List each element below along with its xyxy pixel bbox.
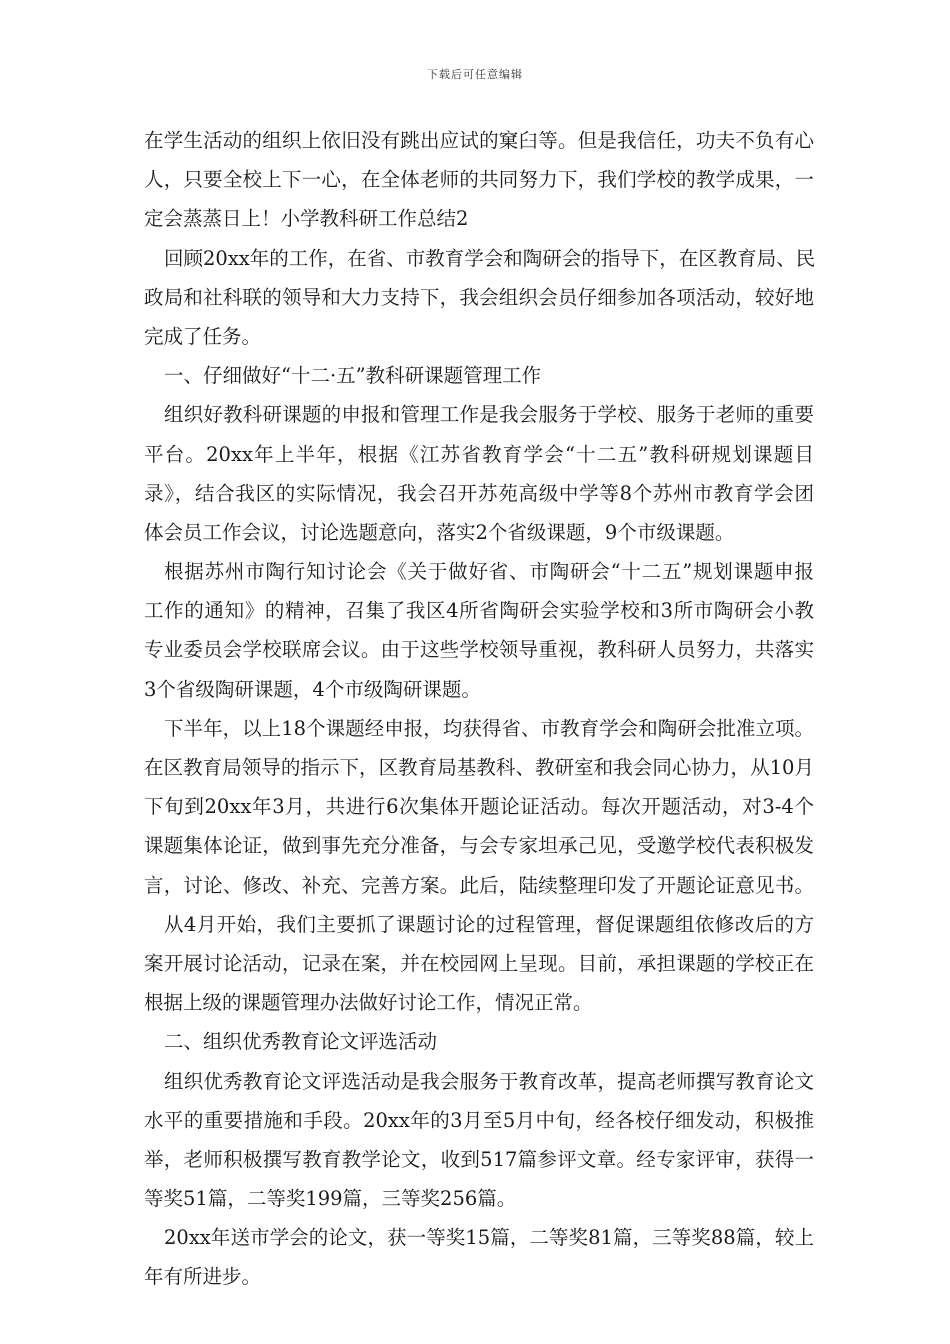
text-line: 3个省级陶研课题，4个市级陶研课题。 (144, 677, 481, 701)
text-line: 组织优秀教育论文评选活动是我会服务于教育改革，提高老师撰写教育论文 (164, 1069, 814, 1093)
text-line: 一、仔细做好“十二·五”教科研课题管理工作 (164, 364, 542, 388)
text-line: 根据苏州市陶行知讨论会《关于做好省、市陶研会“十二五”规划课题申报 (164, 560, 814, 584)
text-line: 根据上级的课题管理办法做好讨论工作，情况正常。 (144, 991, 593, 1015)
text-line: 录》，结合我区的实际情况，我会召开苏苑高级中学等8个苏州市教育学会团 (144, 481, 814, 505)
text-line: 平台。20xx年上半年，根据《江苏省教育学会“十二五”教科研规划课题目 (144, 442, 814, 466)
text-line: 回顾20xx年的工作，在省、市教育学会和陶研会的指导下，在区教育局、民 (164, 246, 816, 270)
page-header: 下载后可任意编辑 (427, 68, 523, 81)
text-line: 定会蒸蒸日上！小学教科研工作总结2 (144, 207, 469, 231)
text-line: 在区教育局领导的指示下，区教育局基教科、教研室和我会同心协力，从10月 (144, 756, 814, 779)
text-line: 专业委员会学校联席会议。由于这些学校领导重视，教科研人员努力，共落实 (144, 638, 814, 662)
text-line: 举，老师积极撰写教育教学论文，收到517篇参评文章。经专家评审，获得一 (144, 1147, 814, 1171)
text-line: 言，讨论、修改、补充、完善方案。此后，陆续整理印发了开题论证意见书。 (144, 873, 814, 897)
text-line: 工作的通知》的精神，召集了我区4所省陶研会实验学校和3所市陶研会小教 (144, 599, 814, 623)
text-line: 年有所进步。 (144, 1265, 262, 1289)
text-line: 政局和社科联的领导和大力支持下，我会组织会员仔细参加各项活动，较好地 (144, 285, 814, 309)
text-line: 人，只要全校上下一心，在全体老师的共同努力下，我们学校的教学成果，一 (144, 168, 814, 192)
text-line: 完成了任务。 (144, 324, 262, 348)
text-line: 水平的重要措施和手段。20xx年的3月至5月中旬，经各校仔细发动，积极推 (144, 1108, 814, 1132)
text-line: 20xx年送市学会的论文，获一等奖15篇，二等奖81篇，三等奖88篇，较上 (164, 1226, 814, 1250)
text-line: 二、组织优秀教育论文评选活动 (164, 1030, 438, 1054)
text-line: 体会员工作会议，讨论选题意向，落实2个省级课题，9个市级课题。 (144, 520, 735, 544)
text-line: 下半年，以上18个课题经申报，均获得省、市教育学会和陶研会批准立项。 (164, 716, 814, 740)
text-line: 组织好教科研课题的申报和管理工作是我会服务于学校、服务于老师的重要 (164, 403, 814, 427)
body-text (144, 126, 814, 1302)
text-line: 从4月开始，我们主要抓了课题讨论的过程管理，督促课题组依修改后的方 (164, 912, 814, 936)
text-line: 案开展讨论活动，记录在案，并在校园网上呈现。目前，承担课题的学校正在 (144, 951, 814, 975)
text-line: 下旬到20xx年3月，共进行6次集体开题论证活动。每次开题活动，对3-4个 (144, 795, 814, 819)
text-line: 等奖51篇，二等奖199篇，三等奖256篇。 (144, 1187, 517, 1211)
text-line: 课题集体论证，做到事先充分准备，与会专家坦承己见，受邀学校代表积极发 (144, 834, 814, 858)
text-line: 在学生活动的组织上依旧没有跳出应试的窠臼等。但是我信任，功夫不负有心 (144, 129, 814, 152)
